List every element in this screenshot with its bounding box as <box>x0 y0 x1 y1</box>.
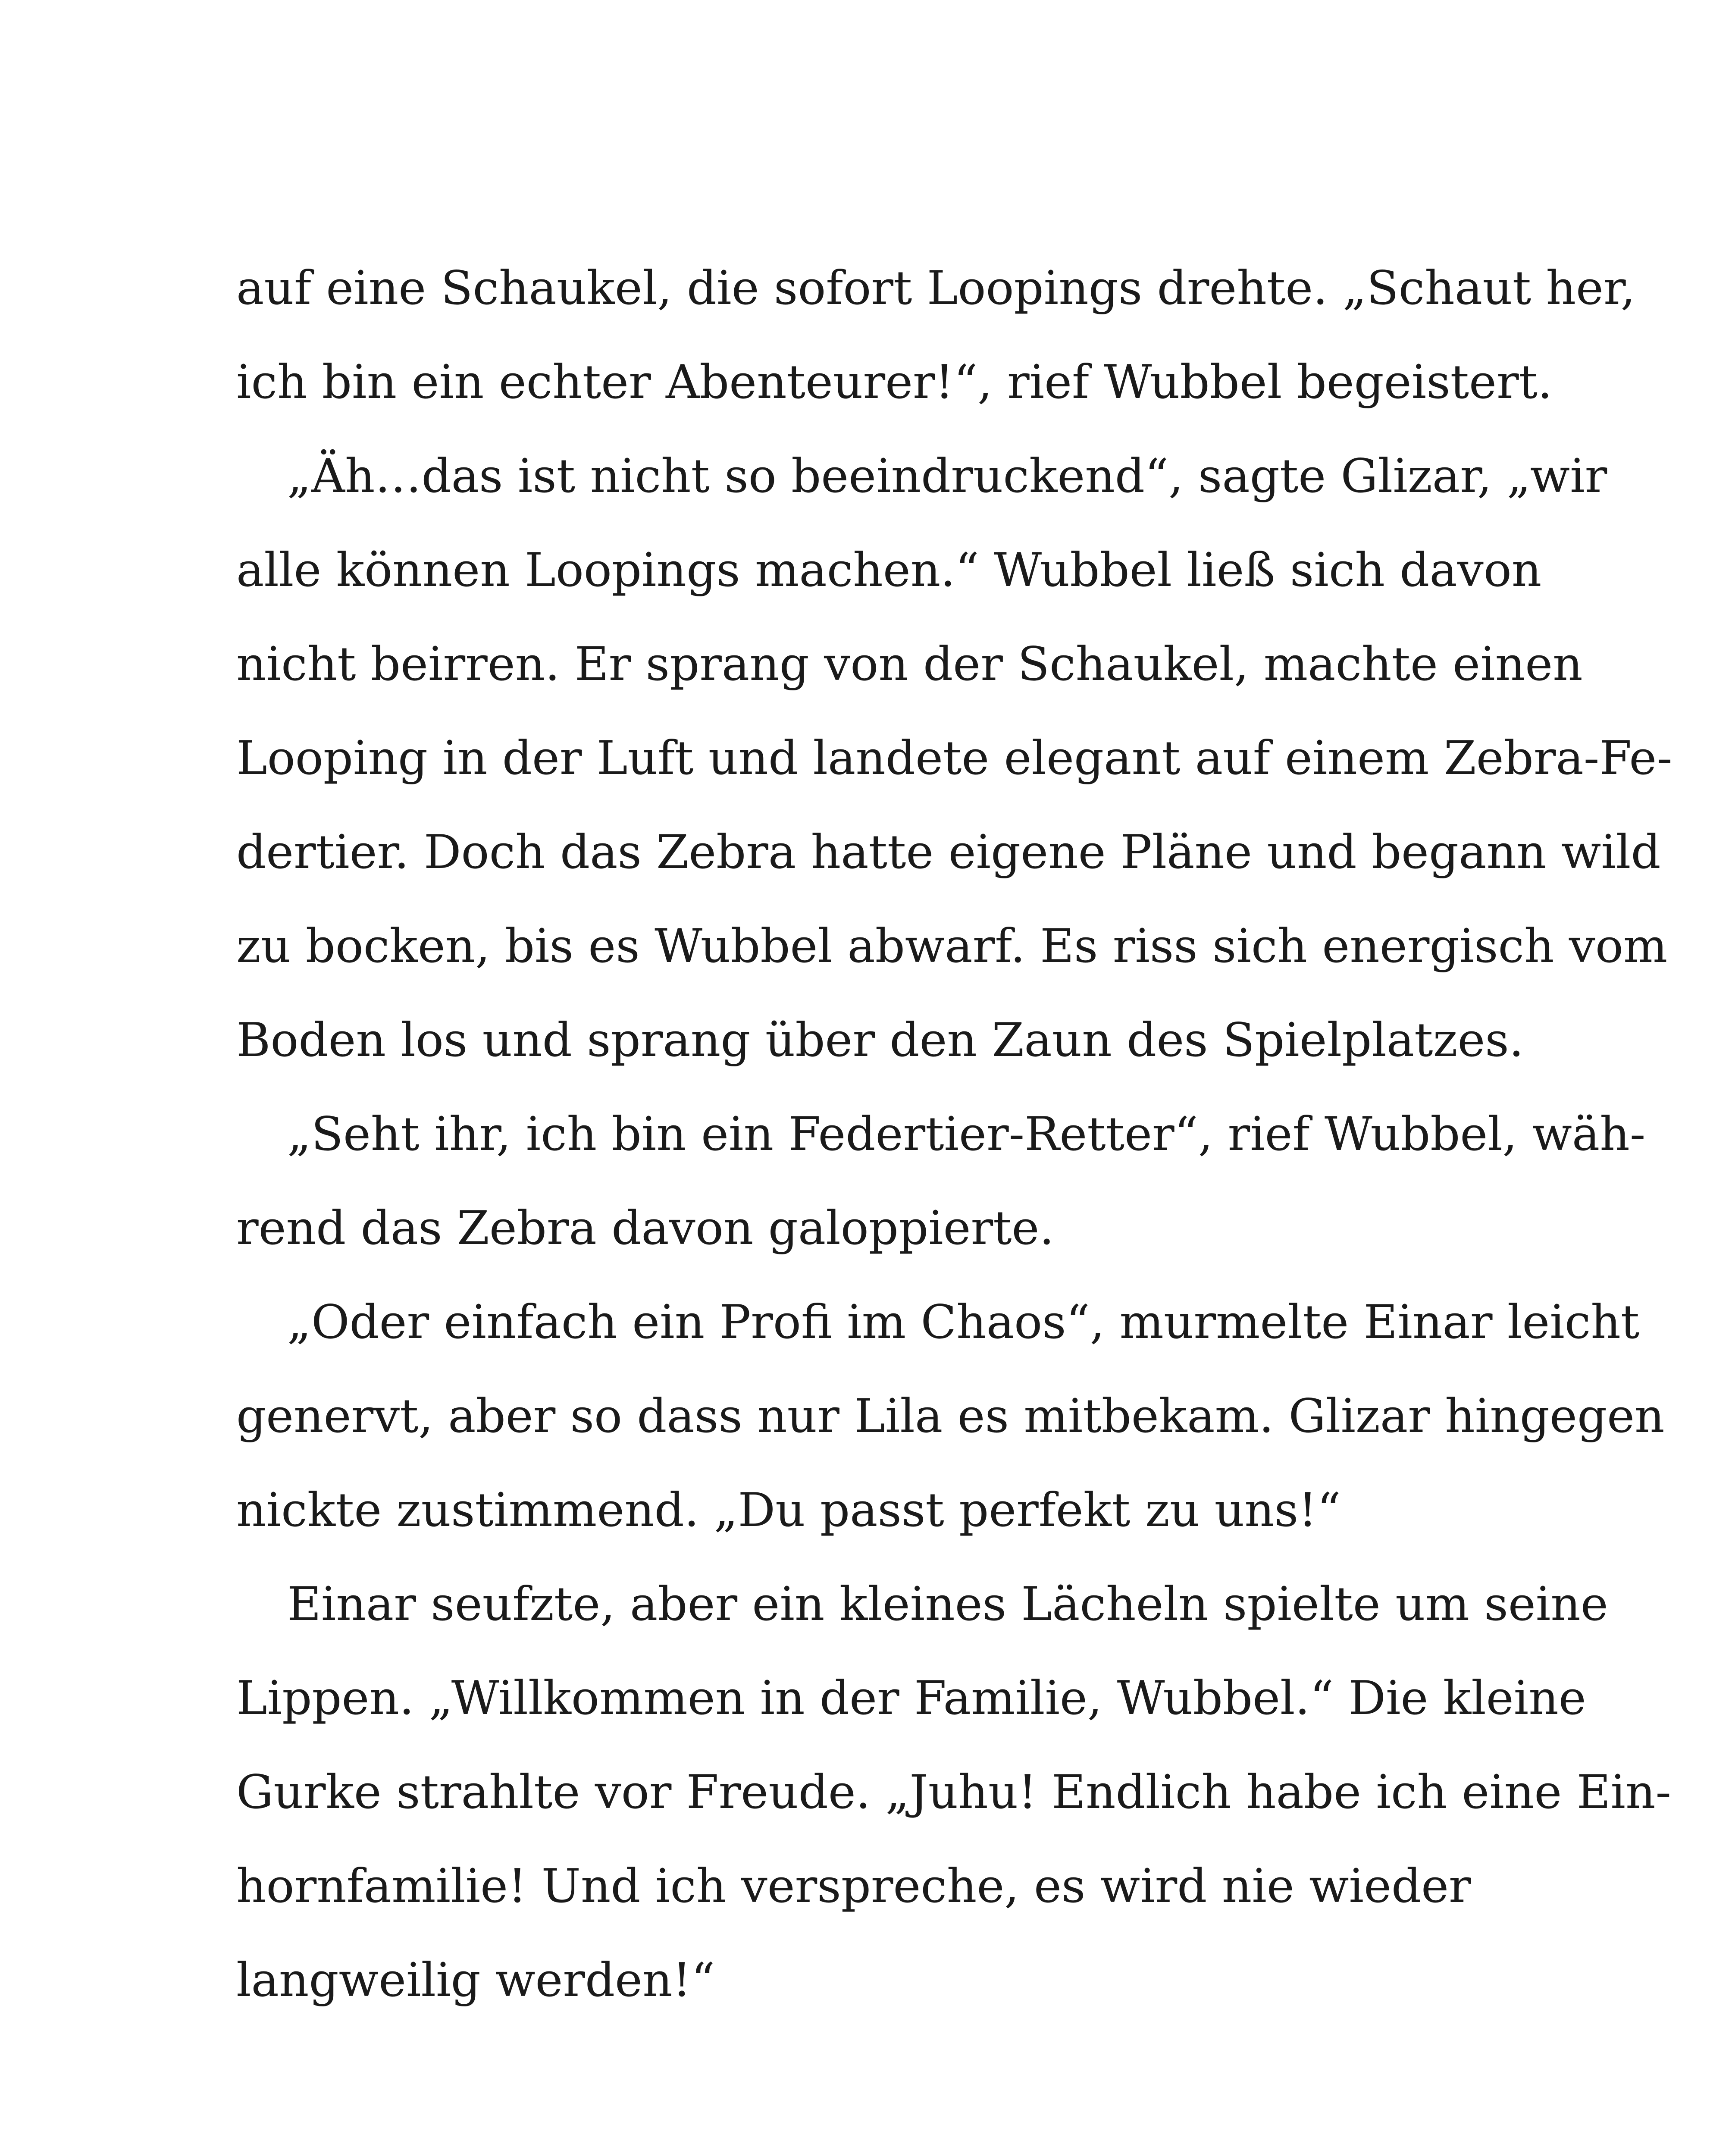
body-text <box>236 241 1672 2028</box>
text-line: „Äh…das ist nicht so beeindruckend“, sagte Glizar, „wir <box>287 449 1607 503</box>
text-line: genervt, aber so dass nur Lila es mitbekam. Glizar hingegen <box>236 1389 1665 1443</box>
text-line: ich bin ein echter Abenteurer!“, rief Wubbel begeistert. <box>236 355 1553 409</box>
text-line: hornfamilie! Und ich verspreche, es wird nie wieder <box>236 1859 1471 1913</box>
text-line: auf eine Schaukel, die sofort Loopings drehte. „Schaut her, <box>236 261 1636 315</box>
text-line: „Seht ihr, ich bin ein Federtier-Retter“, rief Wubbel, wäh- <box>287 1107 1646 1161</box>
text-line: langweilig werden!“ <box>236 1953 715 2007</box>
text-line: Looping in der Luft und landete elegant auf einem Zebra-Fe- <box>236 731 1672 785</box>
text-line: Lippen. „Willkommen in der Familie, Wubbel.“ Die kleine <box>236 1671 1586 1725</box>
text-line: Gurke strahlte vor Freude. „Juhu! Endlich habe ich eine Ein- <box>236 1765 1672 1819</box>
text-line: nickte zustimmend. „Du passt perfekt zu uns!“ <box>236 1483 1341 1537</box>
text-line: zu bocken, bis es Wubbel abwarf. Es riss sich energisch vom <box>236 919 1668 973</box>
text-line: Einar seufzte, aber ein kleines Lächeln spielte um seine <box>287 1577 1608 1631</box>
text-line: „Oder einfach ein Profi im Chaos“, murmelte Einar leicht <box>287 1295 1640 1349</box>
text-line: nicht beirren. Er sprang von der Schaukel, machte einen <box>236 637 1583 691</box>
text-line: alle können Loopings machen.“ Wubbel ließ sich davon <box>236 543 1542 597</box>
text-line: dertier. Doch das Zebra hatte eigene Pläne und begann wild <box>236 825 1661 879</box>
text-line: rend das Zebra davon galoppierte. <box>236 1201 1054 1255</box>
text-line: Boden los und sprang über den Zaun des Spielplatzes. <box>236 1013 1524 1067</box>
